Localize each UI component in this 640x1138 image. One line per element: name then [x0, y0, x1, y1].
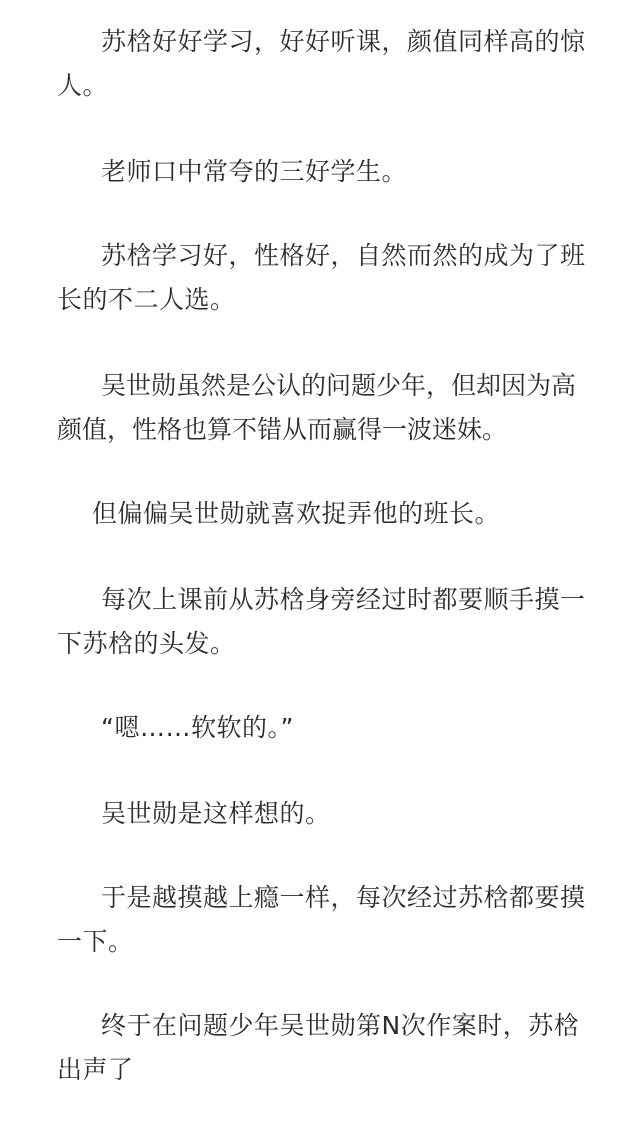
paragraph-10: 终于在问题少年吴世勋第N次作案时，苏梒出声了 — [57, 1011, 580, 1084]
paragraph-9: 于是越摸越上瘾一样，每次经过苏梒都要摸一下。 — [57, 883, 586, 956]
paragraph-7: “嗯……软软的。” — [101, 713, 294, 742]
paragraph-4: 吴世勋虽然是公认的问题少年，但却因为高颜值，性格也算不错从而赢得一波迷妹。 — [57, 371, 577, 444]
paragraph-5: 但偏偏吴世勋就喜欢捉弄他的班长。 — [92, 499, 501, 528]
paragraph-6: 每次上课前从苏梒身旁经过时都要顺手摸一下苏梒的头发。 — [57, 585, 586, 658]
paragraph-2: 老师口中常夸的三好学生。 — [101, 157, 408, 186]
paragraph-8: 吴世勋是这样想的。 — [101, 799, 331, 828]
paragraph-1: 苏梒好好学习，好好听课，颜值同样高的惊人。 — [57, 27, 586, 100]
paragraph-3: 苏梒学习好，性格好，自然而然的成为了班长的不二人选。 — [57, 241, 586, 314]
